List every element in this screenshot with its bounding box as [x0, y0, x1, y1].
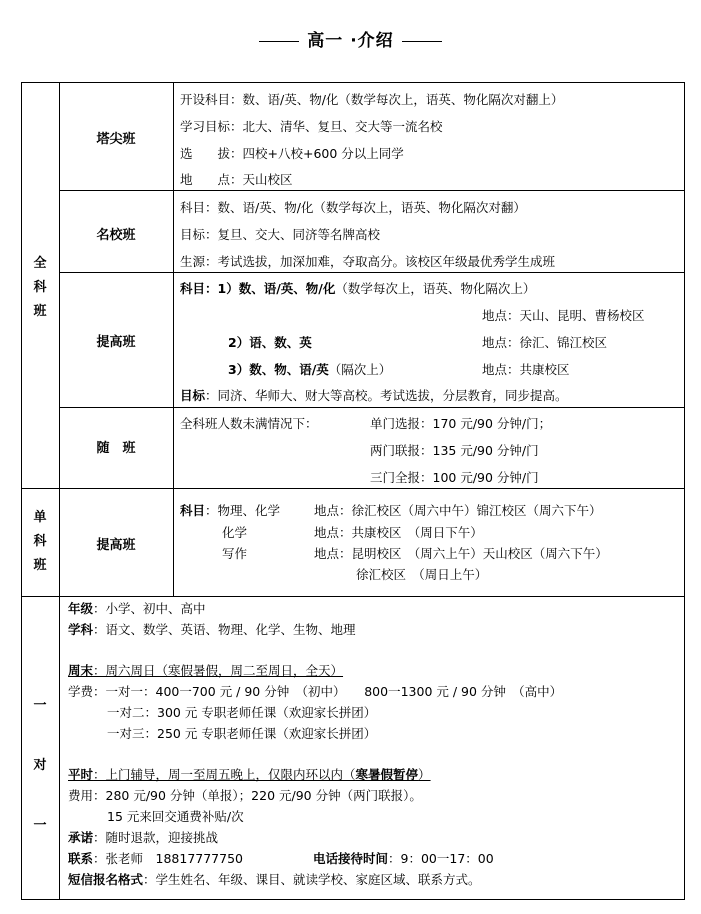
one-fee: 学费：一对一：400一700 元 / 90 分钟 （初中） 800一1300 元 / 90 分钟 （高中）	[68, 684, 563, 699]
tigao-option3: 3）数、物、语/英（隔次上）	[228, 362, 392, 377]
tajian-line: 学习目标：北大、清华、复旦、交大等一流名校	[180, 119, 443, 134]
class-name-tigao: 提高班	[96, 335, 136, 350]
tigao-loc3: 地点：共康校区	[482, 362, 570, 377]
danke-subject: 写作	[222, 546, 248, 561]
sui-fee: 两门联报：135 元/90 分钟/门	[370, 443, 539, 458]
group-danke: 单 科 班	[33, 510, 47, 573]
title-left-rule	[259, 41, 299, 42]
sui-intro: 全科班人数未满情况下：	[180, 416, 318, 431]
class-name-danke-tigao: 提高班	[96, 538, 136, 553]
mingxiao-line: 目标：复旦、交大、同济等名牌高校	[180, 227, 381, 242]
tigao-loc1: 地点：天山、昆明、曹杨校区	[482, 308, 645, 323]
one-fee: 一对三：250 元 专职老师任课（欢迎家长拼团）	[107, 726, 377, 741]
row-divider-tajian	[59, 190, 685, 191]
one-contact: 联系：张老师 18817777750	[68, 851, 243, 866]
class-name-sui: 随 班	[96, 441, 136, 456]
sui-fee: 单门选报：170 元/90 分钟/门；	[370, 416, 552, 431]
tigao-loc2: 地点：徐汇、锦江校区	[482, 335, 608, 350]
danke-subject: 科目：物理、化学	[180, 503, 281, 518]
col-divider-2	[173, 82, 174, 597]
group-yiduiyi: 一 对 一	[33, 698, 47, 833]
tigao-goal: 目标：同济、华师大、财大等高校。考试选拔，分层教育，同步提高。	[180, 388, 568, 403]
tajian-line: 开设科目：数、语/英、物/化（数学每次上，语英、物化隔次对翻上）	[180, 92, 564, 107]
one-weekend: 周末：周六周日（寒假暑假，周二至周日，全天）	[68, 663, 344, 678]
row-divider-quanke	[21, 488, 685, 489]
mingxiao-line: 科目：数、语/英、物/化（数学每次上，语英、物化隔次对翻）	[180, 200, 526, 215]
one-subject: 学科：语文、数学、英语、物理、化学、生物、地理	[68, 622, 356, 637]
danke-loc: 徐汇校区 （周日上午）	[356, 567, 488, 582]
class-name-mingxiao: 名校班	[96, 228, 136, 243]
tigao-option2: 2）语、数、英	[228, 335, 312, 350]
one-promise: 承诺：随时退款，迎接挑战	[68, 830, 219, 845]
mingxiao-line: 生源：考试选拔，加深加难，夺取高分。该校区年级最优秀学生成班	[180, 254, 556, 269]
tajian-line: 地 点：天山校区	[180, 172, 293, 187]
group-quanke: 全 科 班	[33, 256, 47, 319]
row-divider-mingxiao	[59, 272, 685, 273]
page-title: 高一 ·介绍	[0, 26, 701, 51]
danke-subject: 化学	[222, 525, 248, 540]
one-grade: 年级：小学、初中、高中	[68, 601, 206, 616]
one-hours: 电话接待时间：9：00一17：00	[313, 851, 494, 866]
one-fee: 一对二：300 元 专职老师任课（欢迎家长拼团）	[107, 705, 377, 720]
row-divider-tigao	[59, 407, 685, 408]
title-right-rule	[402, 41, 442, 42]
tigao-subject-line: 科目：1）数、语/英、物/化（数学每次上，语英、物化隔次上）	[180, 281, 536, 296]
row-divider-danke	[21, 596, 685, 597]
sui-fee: 三门全报：100 元/90 分钟/门	[370, 470, 539, 485]
danke-loc: 地点：共康校区 （周日下午）	[314, 525, 483, 540]
one-weekday: 平时：上门辅导，周一至周五晚上，仅限内环以内（寒暑假暂停）	[68, 767, 431, 782]
col-divider-1	[59, 82, 60, 900]
class-name-tajian: 塔尖班	[96, 132, 136, 147]
one-cost: 15 元来回交通费补贴/次	[107, 809, 244, 824]
tajian-line: 选 拔：四校+八校+600 分以上同学	[180, 146, 404, 161]
danke-loc: 地点：昆明校区 （周六上午）天山校区（周六下午）	[314, 546, 608, 561]
one-cost: 费用：280 元/90 分钟（单报）；220 元/90 分钟（两门联报）。	[68, 788, 422, 803]
one-sms: 短信报名格式：学生姓名、年级、课目、就读学校、家庭区域、联系方式。	[68, 872, 481, 887]
danke-loc: 地点：徐汇校区（周六中午）锦江校区（周六下午）	[314, 503, 602, 518]
